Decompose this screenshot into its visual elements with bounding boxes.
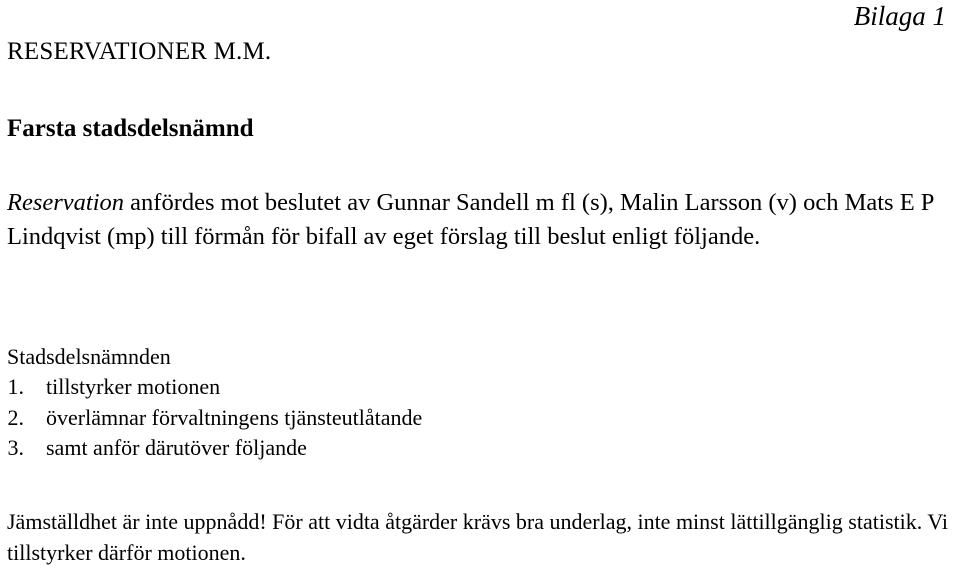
- annex-label: Bilaga 1: [853, 1, 946, 31]
- list-item-text: tillstyrker motionen: [46, 374, 221, 399]
- decision-list: [7, 372, 422, 464]
- list-item-text: samt anför därutöver följande: [46, 435, 307, 460]
- list-item-number: 1.: [7, 374, 24, 399]
- document-title: RESERVATIONER M.M.: [7, 38, 272, 65]
- list-item: [7, 403, 422, 434]
- section-heading: Farsta stadsdelsnämnd: [7, 115, 254, 142]
- committee-name: Stadsdelsnämnden: [7, 344, 171, 369]
- list-item: [7, 433, 422, 464]
- motivation-paragraph: Jämställdhet är inte uppnådd! För att vidta åtgärder krävs bra underlag, inte minst lättillgänglig statistik. Vi tillstyrker därför motionen.: [7, 509, 949, 565]
- list-item: [7, 372, 422, 403]
- list-item-text: överlämnar förvaltningens tjänsteutlåtande: [46, 404, 423, 430]
- reservation-lead-word: Reservation: [7, 189, 125, 216]
- reservation-paragraph: [7, 186, 957, 254]
- list-item-number: 3.: [7, 435, 24, 460]
- list-item-number: 2.: [7, 404, 24, 430]
- reservation-text: anfördes mot beslutet av Gunnar Sandell m fl (s), Malin Larsson (v) och Mats E P Lindqvist (mp) till förmån för bifall av eget förslag till beslut enligt följande.: [7, 189, 934, 250]
